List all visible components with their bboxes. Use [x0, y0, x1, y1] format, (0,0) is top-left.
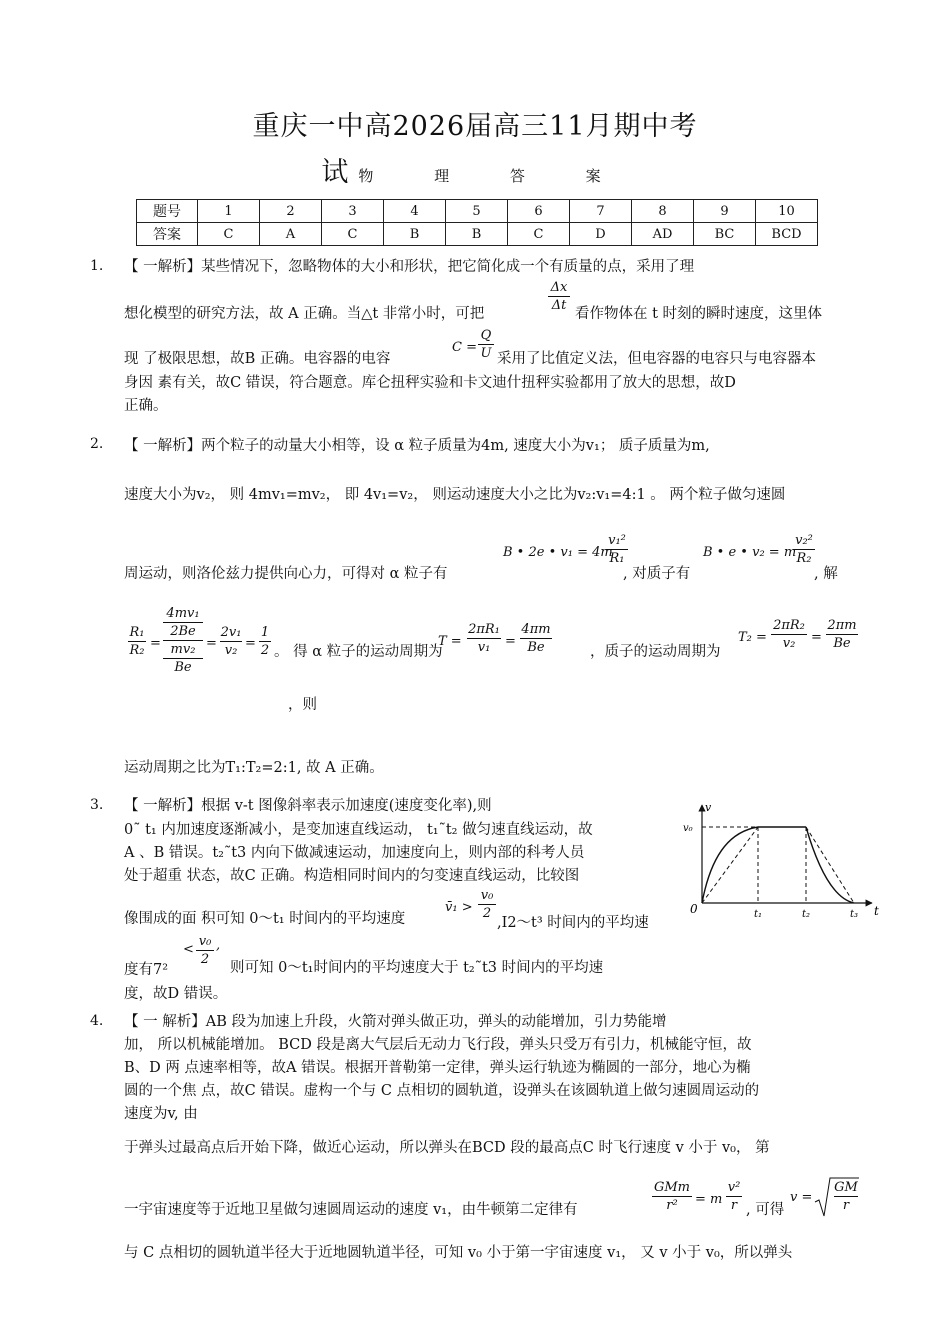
q3-line-5b: ,I2～t³ 时间内的平均速 — [497, 915, 649, 931]
q2-ratio-2v1: 2v₁ — [220, 625, 242, 640]
q3-frac-2: 2 — [482, 906, 492, 921]
q3-line-6a: 度有7² — [124, 962, 169, 978]
answer-table-answer-row — [137, 223, 818, 246]
page-subtitle — [0, 150, 950, 189]
q4-frac-r-root: r — [842, 1198, 850, 1213]
q2-ratio-big-1: 4mv₁ — [166, 606, 200, 621]
fraction-bar — [548, 296, 570, 297]
q4-eq-m: = m — [695, 1192, 723, 1207]
answer-table — [136, 199, 818, 246]
v-axis-label: v — [705, 801, 712, 814]
q1-line-3a: 现 了极限思想，故B 正确。电容器的电容 — [124, 351, 391, 367]
q3-line-2: 0˜ t₁ 内加速度逐渐减小，是变加速直线运动， t₁˜t₂ 做匀速直线运动，故 — [124, 822, 593, 838]
q4-eq-v: v = — [790, 1190, 813, 1205]
fraction-bar — [771, 634, 807, 635]
t3-label: t₃ — [850, 909, 859, 920]
q2-T2-rhs — [826, 618, 858, 651]
q2-ratio-R — [128, 625, 146, 658]
fraction-bar — [520, 638, 552, 639]
q2-line-3c: , 解 — [814, 566, 838, 582]
q1-line-4: 身因 素有关，故C 错误，符合题意。库仑扭秤实验和卡文迪什扭秤实验都用了放大的思想，故D — [124, 375, 736, 391]
q2-T1-equal: = — [505, 634, 516, 649]
q2-frac-proton-num: v₂² — [795, 533, 813, 548]
q3-frac-v0-2b — [196, 934, 214, 967]
q2-line-4a: 。 得 α 粒子的运动周期为 — [274, 644, 443, 660]
q4-line-7b: , 可得 — [746, 1202, 785, 1218]
q1-fraction-dx-dt — [548, 280, 570, 313]
table-cell: C — [508, 223, 570, 246]
q2-T2-rhs-den: Be — [833, 636, 851, 651]
table-cell: 3 — [322, 200, 384, 223]
q4-line-8: 与 C 点相切的圆轨道半径大于近地圆轨道半径，可知 v₀ 小于第一宇宙速度 v₁， 又 v 小于 v₀，所以弹头 — [124, 1245, 793, 1261]
q2-frac-alpha-den: R₁ — [609, 551, 625, 566]
table-cell: 6 — [508, 200, 570, 223]
t2-label: t₂ — [802, 909, 811, 920]
q2-equal-3: = — [245, 636, 256, 651]
q2-T1-mid-den: v₁ — [477, 640, 491, 655]
fraction-bar — [606, 549, 628, 550]
q4-frac-GM: GM — [834, 1180, 858, 1195]
q4-frac-v2: v² — [727, 1180, 741, 1195]
q2-T1-mid — [467, 622, 501, 655]
table-cell: C — [198, 223, 260, 246]
q4-frac-r: r — [730, 1198, 738, 1213]
q3-frac-v0: v₀ — [480, 888, 494, 903]
fraction-bar — [220, 641, 242, 642]
q2-T2-lhs: T₂ = — [738, 630, 767, 645]
q2-T2-equal: = — [811, 630, 822, 645]
q2-frac-alpha-num: v₁² — [608, 533, 626, 548]
fraction-bar — [793, 549, 815, 550]
q3-frac-2b: 2 — [200, 952, 210, 967]
q2-eq-alpha: B • 2e • v₁ = 4m — [503, 545, 613, 560]
q2-ratio-big-4: Be — [174, 660, 192, 675]
q3-line-1: 【 一解析】根据 v-t 图像斜率表示加速度(速度变化率),则 — [124, 798, 492, 814]
q2-line-5: ，则 — [288, 697, 317, 713]
row-label-answer: 答案 — [137, 223, 198, 246]
q2-ratio-v2: v₂ — [224, 643, 238, 658]
q2-T1-rhs — [520, 622, 552, 655]
table-cell: 9 — [694, 200, 756, 223]
q2-line-6: 运动周期之比为T₁:T₂=2:1, 故 A 正确。 — [124, 760, 384, 776]
fraction-bar — [163, 658, 203, 659]
fraction-bar — [196, 950, 214, 951]
page-title: 重庆一中高2026届高三11月期中考 — [252, 111, 698, 142]
table-cell: 8 — [632, 200, 694, 223]
q1-line-2a: 想化模型的研究方法，故 A 正确。当△t 非常小时，可把 — [124, 306, 485, 322]
q2-line-1: 【 一解析】两个粒子的动量大小相等，设 α 粒子质量为4m, 速度大小为v₁； 质子质量为m, — [124, 438, 710, 454]
fraction-bar — [834, 1196, 858, 1197]
q1-line-2b: 看作物体在 t 时刻的瞬时速度，这里体 — [575, 306, 823, 322]
fraction-bar — [163, 640, 203, 641]
q2-ratio-v — [220, 625, 242, 658]
q4-line-4: 圆的一个焦 点，故C 错误。虚构一个与 C 点相切的圆轨道，设弹头在该圆轨道上做匀速圆周运动的 — [124, 1083, 760, 1099]
q2-T2-mid-den: v₂ — [782, 636, 796, 651]
q2-ratio-2: 2 — [260, 643, 270, 658]
q3-line-6b: 则可知 0～t₁时间内的平均速度大于 t₂˜t3 时间内的平均速 — [230, 960, 604, 976]
subtitle-big: 试 — [321, 157, 349, 188]
q1-line-3b: 采用了比值定义法，但电容器的电容只与电容器本 — [497, 351, 816, 367]
q3-line-4: 处于超重 状态，故C 正确。构造相同时间内的匀变速直线运动，比较图 — [124, 868, 580, 884]
q4-frac-GM-r — [834, 1180, 858, 1213]
q1-frac-U: U — [480, 346, 492, 361]
q2-equal-2: = — [206, 636, 217, 651]
q4-line-7a: 一宇宙速度等于近地卫星做匀速圆周运动的速度 v₁，由牛顿第二定律有 — [124, 1202, 578, 1218]
q3-number: 3. — [90, 797, 104, 813]
v0-label: v₀ — [683, 823, 693, 834]
q3-comma: , — [216, 938, 221, 953]
q2-line-4b: ，质子的运动周期为 — [590, 644, 721, 660]
q4-frac-v2-r — [726, 1180, 742, 1213]
q4-frac-GMm-num: GMm — [653, 1180, 691, 1195]
fraction-bar — [478, 904, 496, 905]
q4-line-3: B、D 两 点速率相等，故A 错误。根据开普勒第一定律，弹头运行轨迹为椭圆的一部分，地心为椭 — [124, 1060, 751, 1076]
vt-graph — [678, 795, 888, 925]
row-label-number: 题号 — [137, 200, 198, 223]
q2-ratio-big — [163, 606, 203, 675]
q2-equal-1: = — [150, 636, 161, 651]
q4-line-2: 加， 所以机械能增加。 BCD 段是离大气层后无动力飞行段，弹头只受万有引力，机械能守恒，故 — [124, 1037, 752, 1053]
table-cell: AD — [632, 223, 694, 246]
q1-line-5: 正确。 — [124, 398, 168, 414]
q4-line-5: 速度为v, 由 — [124, 1106, 198, 1122]
fraction-bar — [128, 641, 146, 642]
q1-frac-Q: Q — [480, 328, 492, 343]
table-cell: 2 — [260, 200, 322, 223]
q2-ratio-big-3: mv₂ — [170, 642, 196, 657]
table-cell: 4 — [384, 200, 446, 223]
q4-line-1: 【 一 解析】AB 段为加速上升段，火箭对弹头做正功，弹头的动能增加，引力势能增 — [124, 1014, 667, 1030]
table-cell: 5 — [446, 200, 508, 223]
fraction-bar — [726, 1196, 742, 1197]
table-cell: A — [260, 223, 322, 246]
q1-frac-num: Δx — [550, 280, 568, 295]
q3-line-3: A 、B 错误。t₂˜t3 内向下做减速运动，加速度向上，则内部的科考人员 — [124, 845, 585, 861]
table-cell: B — [446, 223, 508, 246]
q4-line-6: 于弹头过最高点后开始下降，做近心运动，所以弹头在BCD 段的最高点C 时飞行速度 v 小于 v₀， 第 — [124, 1140, 770, 1156]
q1-line-1: 【 一解析】某些情况下，忽略物体的大小和形状，把它简化成一个有质量的点，采用了理 — [124, 259, 695, 275]
fraction-bar — [259, 641, 271, 642]
q2-frac-proton-den: R₂ — [796, 551, 812, 566]
q4-frac-GMm-den: r² — [666, 1198, 678, 1213]
answer-table-number-row — [137, 200, 818, 223]
subtitle-small: 物 理 答 案 — [358, 167, 629, 185]
t-axis-label: t — [874, 904, 879, 918]
q1-frac-den: Δt — [551, 298, 567, 313]
q2-eq-proton: B • e • v₂ = m — [703, 545, 797, 560]
q2-T1-rhs-den: Be — [527, 640, 545, 655]
q2-line-2: 速度大小为v₂， 则 4mv₁=mv₂， 即 4v₁=v₂， 则运动速度大小之比为v₂:v₁=4:1 。 两个粒子做匀速圆 — [124, 487, 786, 503]
q3-eq-v1bar: v̄₁ > — [445, 900, 473, 915]
q2-T1-lhs: T = — [438, 634, 462, 649]
q1-number: 1. — [90, 258, 104, 274]
q2-frac-alpha — [606, 533, 628, 566]
fraction-bar — [652, 1196, 692, 1197]
table-cell: BC — [694, 223, 756, 246]
q2-T2-rhs-num: 2πm — [827, 618, 857, 633]
table-cell: C — [322, 223, 384, 246]
q2-number: 2. — [90, 436, 104, 452]
q1-fraction-Q-U — [478, 328, 494, 361]
q2-ratio-1: 1 — [260, 625, 270, 640]
q2-T2-mid — [771, 618, 807, 651]
table-cell: 10 — [756, 200, 818, 223]
origin-label: 0 — [690, 902, 698, 916]
fraction-bar — [478, 344, 494, 345]
q2-ratio-half — [259, 625, 271, 658]
table-cell: 7 — [570, 200, 632, 223]
q2-ratio-R1: R₁ — [129, 625, 145, 640]
q2-line-3a: 周运动，则洛伦兹力提供向心力，可得对 α 粒子有 — [124, 566, 448, 582]
table-cell: 1 — [198, 200, 260, 223]
t1-label: t₁ — [754, 909, 763, 920]
fraction-bar — [163, 622, 203, 623]
q3-line-7: 度，故D 错误。 — [124, 986, 228, 1002]
q2-T2-mid-num: 2πR₂ — [773, 618, 805, 633]
q3-line-5a: 像围成的面 积可知 0～t₁ 时间内的平均速度 — [124, 911, 406, 927]
q2-frac-proton — [793, 533, 815, 566]
q2-line-3b: , 对质子有 — [623, 566, 691, 582]
fraction-bar — [826, 634, 858, 635]
q4-frac-GMm — [652, 1180, 692, 1213]
q2-T1-mid-num: 2πR₁ — [468, 622, 500, 637]
q2-ratio-big-2: 2Be — [170, 624, 196, 639]
q2-ratio-R2: R₂ — [129, 643, 145, 658]
table-cell: D — [570, 223, 632, 246]
uniform-accel-dash — [702, 827, 758, 903]
q1-eq-C: C = — [452, 340, 477, 355]
table-cell: B — [384, 223, 446, 246]
table-cell: BCD — [756, 223, 818, 246]
q3-lt: < — [183, 942, 194, 957]
q2-T1-rhs-num: 4πm — [521, 622, 551, 637]
fraction-bar — [467, 638, 501, 639]
q3-frac-v0-2 — [478, 888, 496, 921]
uniform-decel-dash — [806, 827, 854, 903]
q3-frac-v0b: v₀ — [198, 934, 212, 949]
q4-number: 4. — [90, 1013, 104, 1029]
